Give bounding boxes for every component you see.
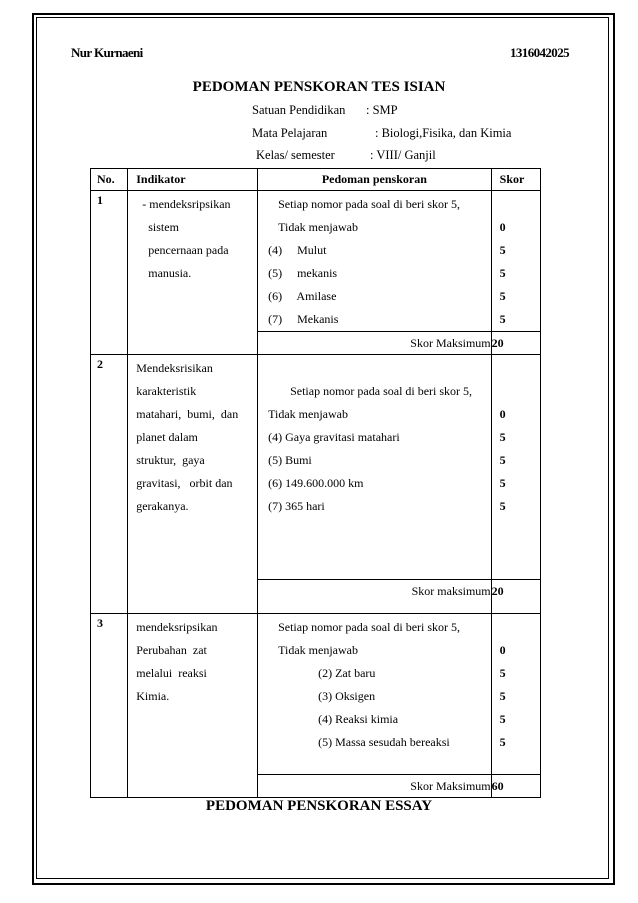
- row-indikator: [128, 191, 258, 355]
- table-row: [91, 191, 541, 332]
- max-score-value: 60: [491, 775, 540, 798]
- max-score-value: 20: [491, 580, 540, 614]
- skor-value: 5: [499, 243, 506, 257]
- max-score-label: Skor maksimum: [258, 580, 492, 614]
- skor-value: 5: [499, 666, 506, 680]
- table-row: [91, 614, 541, 775]
- meta-label-mapel: Mata Pelajaran: [252, 126, 328, 140]
- indikator-line: melalui reaksi: [136, 666, 207, 680]
- pedoman-line: Setiap nomor pada soal di beri skor 5,: [278, 197, 461, 211]
- pedoman-line: (6) Amilase: [268, 289, 337, 303]
- pedoman-line: (7) 365 hari: [268, 499, 325, 513]
- row-skor: [491, 191, 540, 332]
- indikator-line: struktur, gaya: [136, 453, 205, 467]
- meta-value-mapel: : Biologi,Fisika, dan Kimia: [375, 126, 512, 140]
- skor-value: 5: [499, 430, 506, 444]
- row-skor: [491, 614, 540, 775]
- skor-value: [492, 357, 540, 380]
- max-score-value: 20: [491, 332, 540, 355]
- row-pedoman: [258, 191, 492, 332]
- row-no: 2: [91, 355, 128, 614]
- pedoman-line: (5) mekanis: [268, 266, 338, 280]
- max-score-label: Skor Maksimum: [258, 775, 492, 798]
- pedoman-line: (2) Zat baru: [318, 666, 376, 680]
- indikator-line: manusia.: [148, 266, 192, 280]
- indikator-line: gravitasi, orbit dan: [136, 476, 233, 490]
- author-name: Nur Kurnaeni: [71, 45, 143, 60]
- skor-value: [492, 380, 540, 403]
- pedoman-line: (4) Gaya gravitasi matahari: [268, 430, 400, 444]
- row-no: 1: [91, 191, 128, 355]
- indikator-line: pencernaan pada: [148, 243, 229, 257]
- header-skor: Skor: [491, 169, 540, 191]
- header-pedoman: Pedoman penskoran: [258, 169, 492, 191]
- pedoman-line: Tidak menjawab: [278, 220, 358, 234]
- row-pedoman: [258, 355, 492, 580]
- indikator-line: sistem: [148, 220, 179, 234]
- indikator-line: matahari, bumi, dan: [136, 407, 239, 421]
- skor-value: 5: [499, 453, 506, 467]
- row-skor: [491, 355, 540, 580]
- skor-value: 5: [499, 689, 506, 703]
- pedoman-line: (3) Oksigen: [318, 689, 376, 703]
- skor-value: 5: [499, 266, 506, 280]
- skor-value: 5: [499, 312, 506, 326]
- pedoman-line: (6) 149.600.000 km: [268, 476, 364, 490]
- skor-value: 0: [499, 643, 506, 657]
- skor-value: 0: [499, 220, 506, 234]
- pedoman-line: (5) Bumi: [268, 453, 312, 467]
- skor-value: 5: [499, 735, 506, 749]
- pedoman-line: (4) Reaksi kimia: [318, 712, 399, 726]
- page-title: PEDOMAN PENSKORAN TES ISIAN: [192, 79, 446, 95]
- row-no: 3: [91, 614, 128, 798]
- pedoman-line: (4) Mulut: [268, 243, 327, 257]
- row-indikator: [128, 355, 258, 614]
- indikator-line: mendeksripsikan: [136, 620, 218, 634]
- pedoman-line: Tidak menjawab: [268, 407, 348, 421]
- pedoman-line: (5) Massa sesudah bereaksi: [318, 735, 450, 749]
- skor-value: 5: [499, 499, 506, 513]
- meta-value-kelas: : VIII/ Ganjil: [370, 148, 436, 162]
- skor-value: [492, 193, 540, 216]
- indikator-line: planet dalam: [136, 430, 198, 444]
- pedoman-line: Tidak menjawab: [278, 643, 358, 657]
- scoring-table: [90, 168, 541, 798]
- indikator-line: Perubahan zat: [136, 643, 207, 657]
- skor-value: 0: [499, 407, 506, 421]
- skor-value: 5: [499, 476, 506, 490]
- pedoman-line: Setiap nomor pada soal di beri skor 5,: [290, 384, 473, 398]
- header-indikator: Indikator: [128, 169, 258, 191]
- meta-value-satuan: : SMP: [366, 103, 398, 117]
- skor-value: 5: [499, 289, 506, 303]
- row-indikator: [128, 614, 258, 798]
- pedoman-line: [258, 357, 491, 380]
- student-id: 1316042025: [510, 45, 570, 60]
- indikator-line: karakteristik: [136, 384, 197, 398]
- meta-label-kelas: Kelas/ semester: [256, 148, 335, 162]
- max-score-label: Skor Maksimum: [258, 332, 492, 355]
- skor-value: 5: [499, 712, 506, 726]
- pedoman-line: Setiap nomor pada soal di beri skor 5,: [278, 620, 461, 634]
- pedoman-line: (7) Mekanis: [268, 312, 339, 326]
- indikator-line: gerakanya.: [136, 499, 189, 513]
- meta-label-satuan: Satuan Pendidikan: [252, 103, 346, 117]
- indikator-line: - mendeksripsikan: [142, 197, 231, 211]
- table-row: [91, 355, 541, 580]
- table-header-row: [91, 169, 541, 191]
- row-pedoman: [258, 614, 492, 775]
- essay-section-title: PEDOMAN PENSKORAN ESSAY: [205, 798, 433, 814]
- header-no: No.: [91, 169, 128, 191]
- skor-value: [492, 616, 540, 639]
- indikator-line: Mendeksrisikan: [136, 361, 213, 375]
- indikator-line: Kimia.: [136, 689, 170, 703]
